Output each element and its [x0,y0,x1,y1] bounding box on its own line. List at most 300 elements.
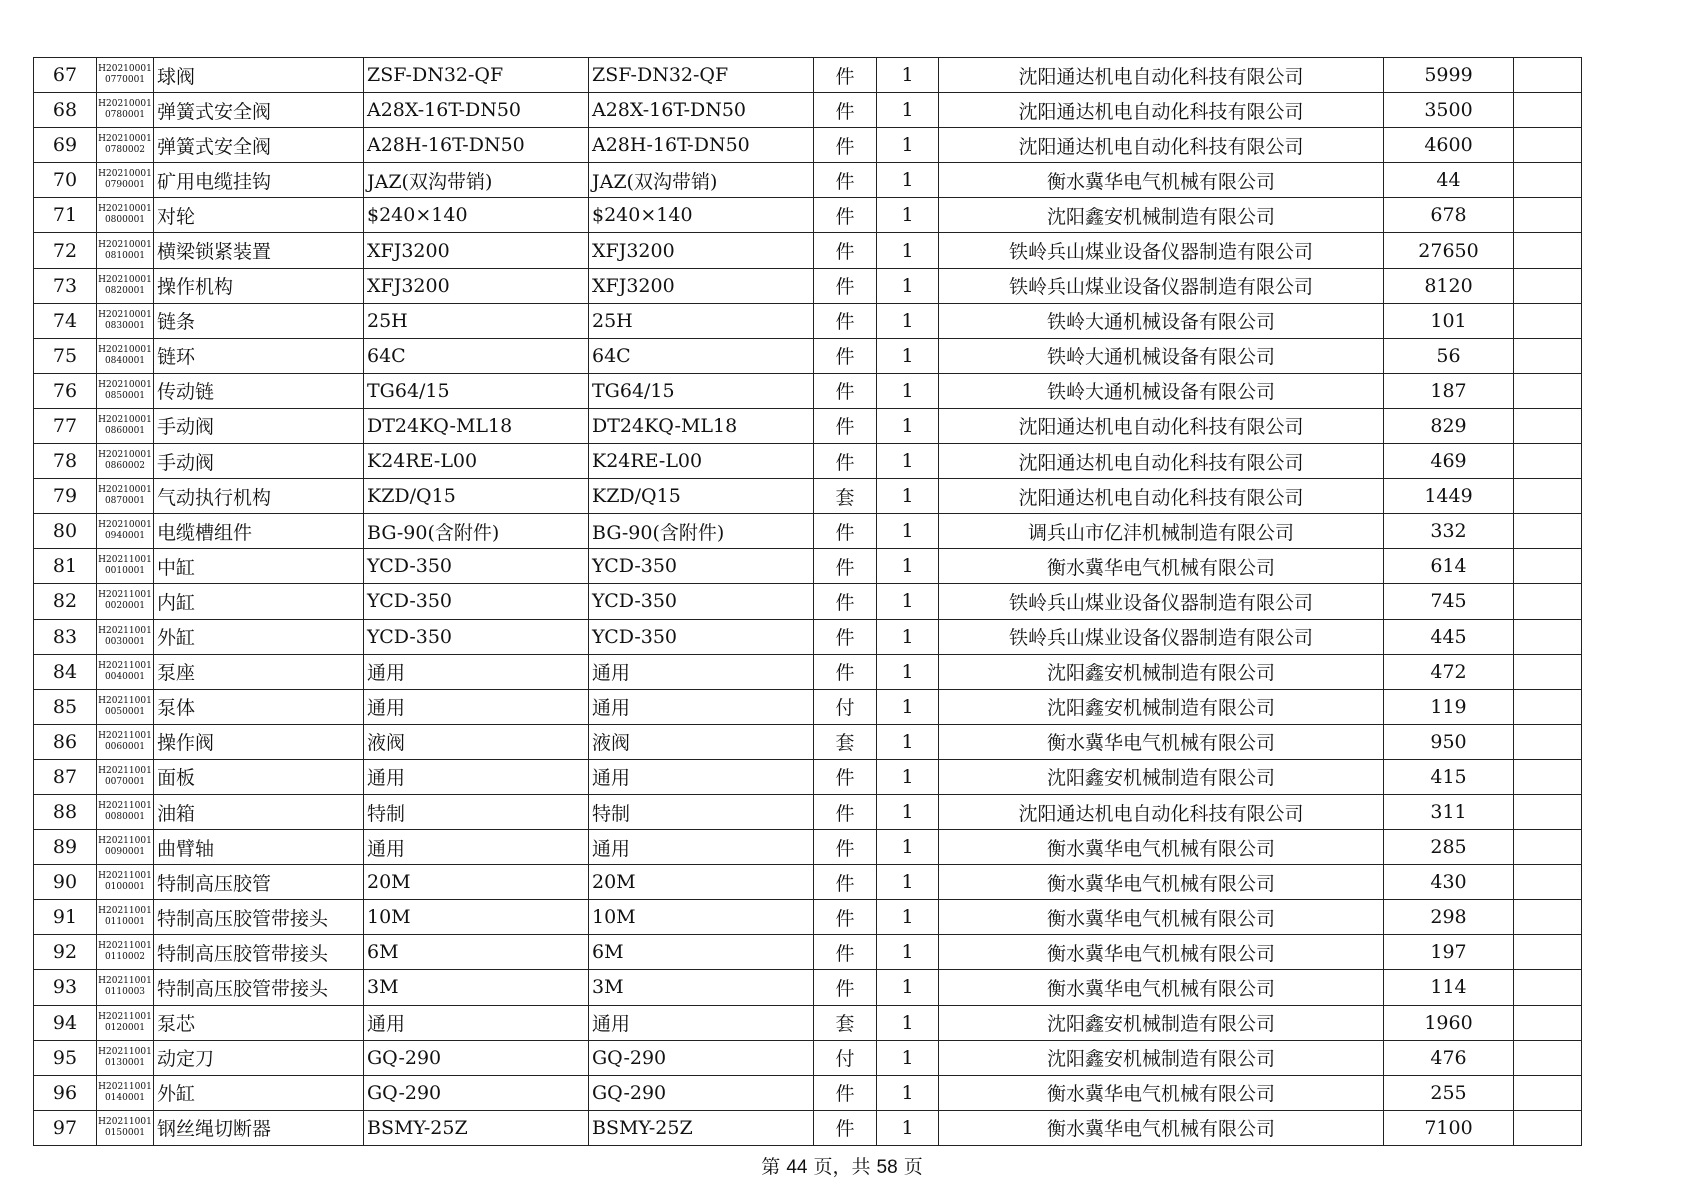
item-model: 通用 [589,689,814,724]
item-specification: $240×140 [364,198,589,233]
item-name: 钢丝绳切断器 [154,1110,364,1145]
remarks [1514,724,1582,759]
table-row [34,233,1582,268]
row-number: 71 [34,198,97,233]
item-model: 通用 [589,759,814,794]
row-number: 69 [34,128,97,163]
item-name: 曲臂轴 [154,830,364,865]
item-code: H20210001 0860001 [97,408,154,443]
item-unit: 件 [814,233,877,268]
item-model: BSMY-25Z [589,1110,814,1145]
item-quantity: 1 [877,830,939,865]
item-unit: 件 [814,373,877,408]
footer-middle: 页，共 [807,1156,877,1178]
table-row [34,514,1582,549]
supplier-name: 铁岭兵山煤业设备仪器制造有限公司 [939,233,1384,268]
unit-price: 101 [1384,303,1514,338]
item-specification: XFJ3200 [364,268,589,303]
remarks [1514,1040,1582,1075]
table-row [34,970,1582,1005]
item-name: 操作机构 [154,268,364,303]
item-quantity: 1 [877,268,939,303]
item-name: 手动阀 [154,408,364,443]
remarks [1514,654,1582,689]
item-name: 球阀 [154,58,364,93]
remarks [1514,268,1582,303]
item-code: H20211001 0080001 [97,794,154,829]
table-row [34,654,1582,689]
remarks [1514,970,1582,1005]
remarks [1514,900,1582,935]
remarks [1514,198,1582,233]
item-name: 操作阀 [154,724,364,759]
item-unit: 付 [814,689,877,724]
item-specification: 特制 [364,794,589,829]
remarks [1514,163,1582,198]
item-specification: YCD-350 [364,549,589,584]
item-name: 传动链 [154,373,364,408]
item-model: K24RE-L00 [589,444,814,479]
item-code: H20210001 0780002 [97,128,154,163]
item-unit: 件 [814,1075,877,1110]
item-specification: 20M [364,865,589,900]
item-name: 横梁锁紧装置 [154,233,364,268]
table-row [34,444,1582,479]
row-number: 95 [34,1040,97,1075]
remarks [1514,373,1582,408]
item-quantity: 1 [877,1110,939,1145]
item-model: XFJ3200 [589,233,814,268]
unit-price: 114 [1384,970,1514,1005]
row-number: 76 [34,373,97,408]
item-model: 6M [589,935,814,970]
item-specification: 通用 [364,759,589,794]
footer-prefix: 第 [761,1156,787,1178]
item-specification: DT24KQ-ML18 [364,408,589,443]
item-name: 特制高压胶管带接头 [154,900,364,935]
item-unit: 件 [814,93,877,128]
row-number: 83 [34,619,97,654]
supplier-name: 衡水冀华电气机械有限公司 [939,900,1384,935]
item-quantity: 1 [877,935,939,970]
item-unit: 套 [814,1005,877,1040]
table-row [34,619,1582,654]
supplier-name: 沈阳鑫安机械制造有限公司 [939,689,1384,724]
row-number: 77 [34,408,97,443]
item-code: H20211001 0110003 [97,970,154,1005]
item-unit: 件 [814,514,877,549]
item-code: H20211001 0120001 [97,1005,154,1040]
supplier-name: 沈阳通达机电自动化科技有限公司 [939,93,1384,128]
item-unit: 件 [814,759,877,794]
item-quantity: 1 [877,93,939,128]
row-number: 68 [34,93,97,128]
item-code: H20210001 0770001 [97,58,154,93]
item-unit: 付 [814,1040,877,1075]
item-code: H20210001 0840001 [97,338,154,373]
item-unit: 件 [814,198,877,233]
total-page-count: 58 [876,1157,898,1178]
supplier-name: 铁岭兵山煤业设备仪器制造有限公司 [939,584,1384,619]
supplier-name: 铁岭兵山煤业设备仪器制造有限公司 [939,619,1384,654]
table-row [34,93,1582,128]
row-number: 86 [34,724,97,759]
supplier-name: 沈阳通达机电自动化科技有限公司 [939,58,1384,93]
unit-price: 4600 [1384,128,1514,163]
remarks [1514,93,1582,128]
item-name: 外缸 [154,619,364,654]
item-specification: XFJ3200 [364,233,589,268]
item-specification: 10M [364,900,589,935]
unit-price: 430 [1384,865,1514,900]
table-row [34,724,1582,759]
item-code: H20211001 0110001 [97,900,154,935]
item-name: 泵芯 [154,1005,364,1040]
remarks [1514,233,1582,268]
page-footer [0,1152,1684,1179]
table-row [34,268,1582,303]
remarks [1514,338,1582,373]
item-unit: 件 [814,338,877,373]
item-model: YCD-350 [589,619,814,654]
item-name: 弹簧式安全阀 [154,128,364,163]
table-body [34,58,1582,1146]
item-quantity: 1 [877,724,939,759]
unit-price: 255 [1384,1075,1514,1110]
row-number: 87 [34,759,97,794]
item-specification: 通用 [364,830,589,865]
remarks [1514,444,1582,479]
item-model: GQ-290 [589,1040,814,1075]
table-row [34,198,1582,233]
item-quantity: 1 [877,759,939,794]
row-number: 90 [34,865,97,900]
item-specification: 液阀 [364,724,589,759]
item-model: $240×140 [589,198,814,233]
item-code: H20210001 0780001 [97,93,154,128]
table-row [34,303,1582,338]
supplier-name: 沈阳通达机电自动化科技有限公司 [939,444,1384,479]
unit-price: 197 [1384,935,1514,970]
unit-price: 476 [1384,1040,1514,1075]
item-name: 特制高压胶管带接头 [154,935,364,970]
row-number: 93 [34,970,97,1005]
supplier-name: 铁岭大通机械设备有限公司 [939,338,1384,373]
unit-price: 311 [1384,794,1514,829]
item-name: 动定刀 [154,1040,364,1075]
item-quantity: 1 [877,794,939,829]
remarks [1514,479,1582,514]
item-quantity: 1 [877,303,939,338]
item-model: 10M [589,900,814,935]
item-specification: YCD-350 [364,584,589,619]
row-number: 84 [34,654,97,689]
item-unit: 件 [814,163,877,198]
item-specification: GQ-290 [364,1040,589,1075]
supplier-name: 沈阳通达机电自动化科技有限公司 [939,479,1384,514]
item-quantity: 1 [877,479,939,514]
item-quantity: 1 [877,58,939,93]
item-code: H20210001 0820001 [97,268,154,303]
item-specification: 通用 [364,1005,589,1040]
item-specification: YCD-350 [364,619,589,654]
item-code: H20211001 0020001 [97,584,154,619]
item-quantity: 1 [877,900,939,935]
item-model: 通用 [589,1005,814,1040]
unit-price: 44 [1384,163,1514,198]
item-quantity: 1 [877,514,939,549]
item-name: 面板 [154,759,364,794]
row-number: 79 [34,479,97,514]
unit-price: 298 [1384,900,1514,935]
remarks [1514,619,1582,654]
item-unit: 件 [814,1110,877,1145]
item-specification: K24RE-L00 [364,444,589,479]
item-specification: A28X-16T-DN50 [364,93,589,128]
item-code: H20210001 0830001 [97,303,154,338]
item-name: 对轮 [154,198,364,233]
item-unit: 件 [814,549,877,584]
item-name: 电缆槽组件 [154,514,364,549]
item-unit: 件 [814,830,877,865]
unit-price: 745 [1384,584,1514,619]
unit-price: 8120 [1384,268,1514,303]
supplier-name: 沈阳鑫安机械制造有限公司 [939,1040,1384,1075]
current-page-number: 44 [786,1157,808,1178]
item-model: XFJ3200 [589,268,814,303]
item-unit: 件 [814,900,877,935]
item-model: KZD/Q15 [589,479,814,514]
item-quantity: 1 [877,444,939,479]
item-unit: 套 [814,479,877,514]
item-name: 手动阀 [154,444,364,479]
remarks [1514,689,1582,724]
unit-price: 285 [1384,830,1514,865]
item-quantity: 1 [877,233,939,268]
item-model: ZSF-DN32-QF [589,58,814,93]
row-number: 75 [34,338,97,373]
remarks [1514,1005,1582,1040]
row-number: 85 [34,689,97,724]
supplier-name: 衡水冀华电气机械有限公司 [939,1075,1384,1110]
item-quantity: 1 [877,128,939,163]
table-row [34,128,1582,163]
supplier-name: 衡水冀华电气机械有限公司 [939,830,1384,865]
table-row [34,865,1582,900]
item-model: 特制 [589,794,814,829]
unit-price: 678 [1384,198,1514,233]
item-quantity: 1 [877,689,939,724]
item-unit: 件 [814,970,877,1005]
item-quantity: 1 [877,970,939,1005]
item-quantity: 1 [877,1005,939,1040]
unit-price: 614 [1384,549,1514,584]
item-code: H20211001 0150001 [97,1110,154,1145]
table-row [34,479,1582,514]
table-row [34,759,1582,794]
unit-price: 469 [1384,444,1514,479]
unit-price: 3500 [1384,93,1514,128]
item-specification: 3M [364,970,589,1005]
item-specification: 25H [364,303,589,338]
remarks [1514,935,1582,970]
supplier-name: 沈阳通达机电自动化科技有限公司 [939,128,1384,163]
item-name: 链条 [154,303,364,338]
remarks [1514,1075,1582,1110]
item-quantity: 1 [877,865,939,900]
supplier-name: 沈阳鑫安机械制造有限公司 [939,1005,1384,1040]
unit-price: 187 [1384,373,1514,408]
item-model: JAZ(双沟带销) [589,163,814,198]
table-row [34,584,1582,619]
item-quantity: 1 [877,584,939,619]
item-specification: 通用 [364,689,589,724]
table-row [34,549,1582,584]
item-quantity: 1 [877,163,939,198]
remarks [1514,128,1582,163]
row-number: 92 [34,935,97,970]
supplier-name: 铁岭兵山煤业设备仪器制造有限公司 [939,268,1384,303]
supplier-name: 衡水冀华电气机械有限公司 [939,163,1384,198]
item-name: 泵座 [154,654,364,689]
item-unit: 件 [814,268,877,303]
item-specification: BSMY-25Z [364,1110,589,1145]
supplier-name: 沈阳鑫安机械制造有限公司 [939,198,1384,233]
unit-price: 7100 [1384,1110,1514,1145]
row-number: 81 [34,549,97,584]
item-code: H20211001 0010001 [97,549,154,584]
supplier-name: 沈阳通达机电自动化科技有限公司 [939,408,1384,443]
item-name: 弹簧式安全阀 [154,93,364,128]
table-row [34,408,1582,443]
item-unit: 件 [814,794,877,829]
item-specification: 通用 [364,654,589,689]
item-code: H20211001 0110002 [97,935,154,970]
supplier-name: 衡水冀华电气机械有限公司 [939,724,1384,759]
unit-price: 472 [1384,654,1514,689]
item-code: H20210001 0790001 [97,163,154,198]
item-quantity: 1 [877,338,939,373]
item-specification: TG64/15 [364,373,589,408]
row-number: 96 [34,1075,97,1110]
supplier-name: 衡水冀华电气机械有限公司 [939,1110,1384,1145]
row-number: 91 [34,900,97,935]
table-row [34,58,1582,93]
item-specification: 6M [364,935,589,970]
item-model: 通用 [589,654,814,689]
unit-price: 5999 [1384,58,1514,93]
unit-price: 56 [1384,338,1514,373]
item-unit: 件 [814,935,877,970]
price-list-table [33,57,1582,1146]
item-quantity: 1 [877,549,939,584]
row-number: 70 [34,163,97,198]
item-quantity: 1 [877,654,939,689]
row-number: 80 [34,514,97,549]
price-list-table-container [33,57,1581,1146]
item-code: H20211001 0030001 [97,619,154,654]
unit-price: 445 [1384,619,1514,654]
row-number: 74 [34,303,97,338]
remarks [1514,549,1582,584]
remarks [1514,303,1582,338]
item-model: YCD-350 [589,584,814,619]
item-quantity: 1 [877,373,939,408]
row-number: 88 [34,794,97,829]
remarks [1514,830,1582,865]
item-code: H20211001 0100001 [97,865,154,900]
item-code: H20211001 0040001 [97,654,154,689]
remarks [1514,408,1582,443]
item-unit: 件 [814,128,877,163]
item-quantity: 1 [877,1040,939,1075]
unit-price: 1449 [1384,479,1514,514]
item-specification: A28H-16T-DN50 [364,128,589,163]
table-row [34,338,1582,373]
item-unit: 件 [814,408,877,443]
item-code: H20210001 0810001 [97,233,154,268]
item-name: 特制高压胶管带接头 [154,970,364,1005]
row-number: 78 [34,444,97,479]
remarks [1514,1110,1582,1145]
unit-price: 332 [1384,514,1514,549]
unit-price: 829 [1384,408,1514,443]
item-model: BG-90(含附件) [589,514,814,549]
item-model: TG64/15 [589,373,814,408]
table-row [34,935,1582,970]
item-name: 油箱 [154,794,364,829]
item-name: 矿用电缆挂钩 [154,163,364,198]
item-unit: 件 [814,58,877,93]
item-code: H20211001 0060001 [97,724,154,759]
remarks [1514,584,1582,619]
supplier-name: 沈阳通达机电自动化科技有限公司 [939,794,1384,829]
item-name: 外缸 [154,1075,364,1110]
item-quantity: 1 [877,408,939,443]
item-unit: 件 [814,654,877,689]
item-specification: JAZ(双沟带销) [364,163,589,198]
remarks [1514,514,1582,549]
item-unit: 件 [814,619,877,654]
item-unit: 套 [814,724,877,759]
supplier-name: 衡水冀华电气机械有限公司 [939,549,1384,584]
item-unit: 件 [814,444,877,479]
item-code: H20211001 0090001 [97,830,154,865]
unit-price: 950 [1384,724,1514,759]
item-model: GQ-290 [589,1075,814,1110]
item-quantity: 1 [877,619,939,654]
item-model: 液阀 [589,724,814,759]
supplier-name: 铁岭大通机械设备有限公司 [939,373,1384,408]
table-row [34,1040,1582,1075]
row-number: 73 [34,268,97,303]
item-quantity: 1 [877,1075,939,1110]
item-specification: 64C [364,338,589,373]
table-row [34,794,1582,829]
item-code: H20211001 0130001 [97,1040,154,1075]
item-unit: 件 [814,584,877,619]
item-model: 25H [589,303,814,338]
item-model: 64C [589,338,814,373]
item-code: H20210001 0870001 [97,479,154,514]
remarks [1514,759,1582,794]
item-model: 通用 [589,830,814,865]
row-number: 89 [34,830,97,865]
item-code: H20210001 0800001 [97,198,154,233]
item-specification: BG-90(含附件) [364,514,589,549]
item-name: 中缸 [154,549,364,584]
item-code: H20211001 0070001 [97,759,154,794]
